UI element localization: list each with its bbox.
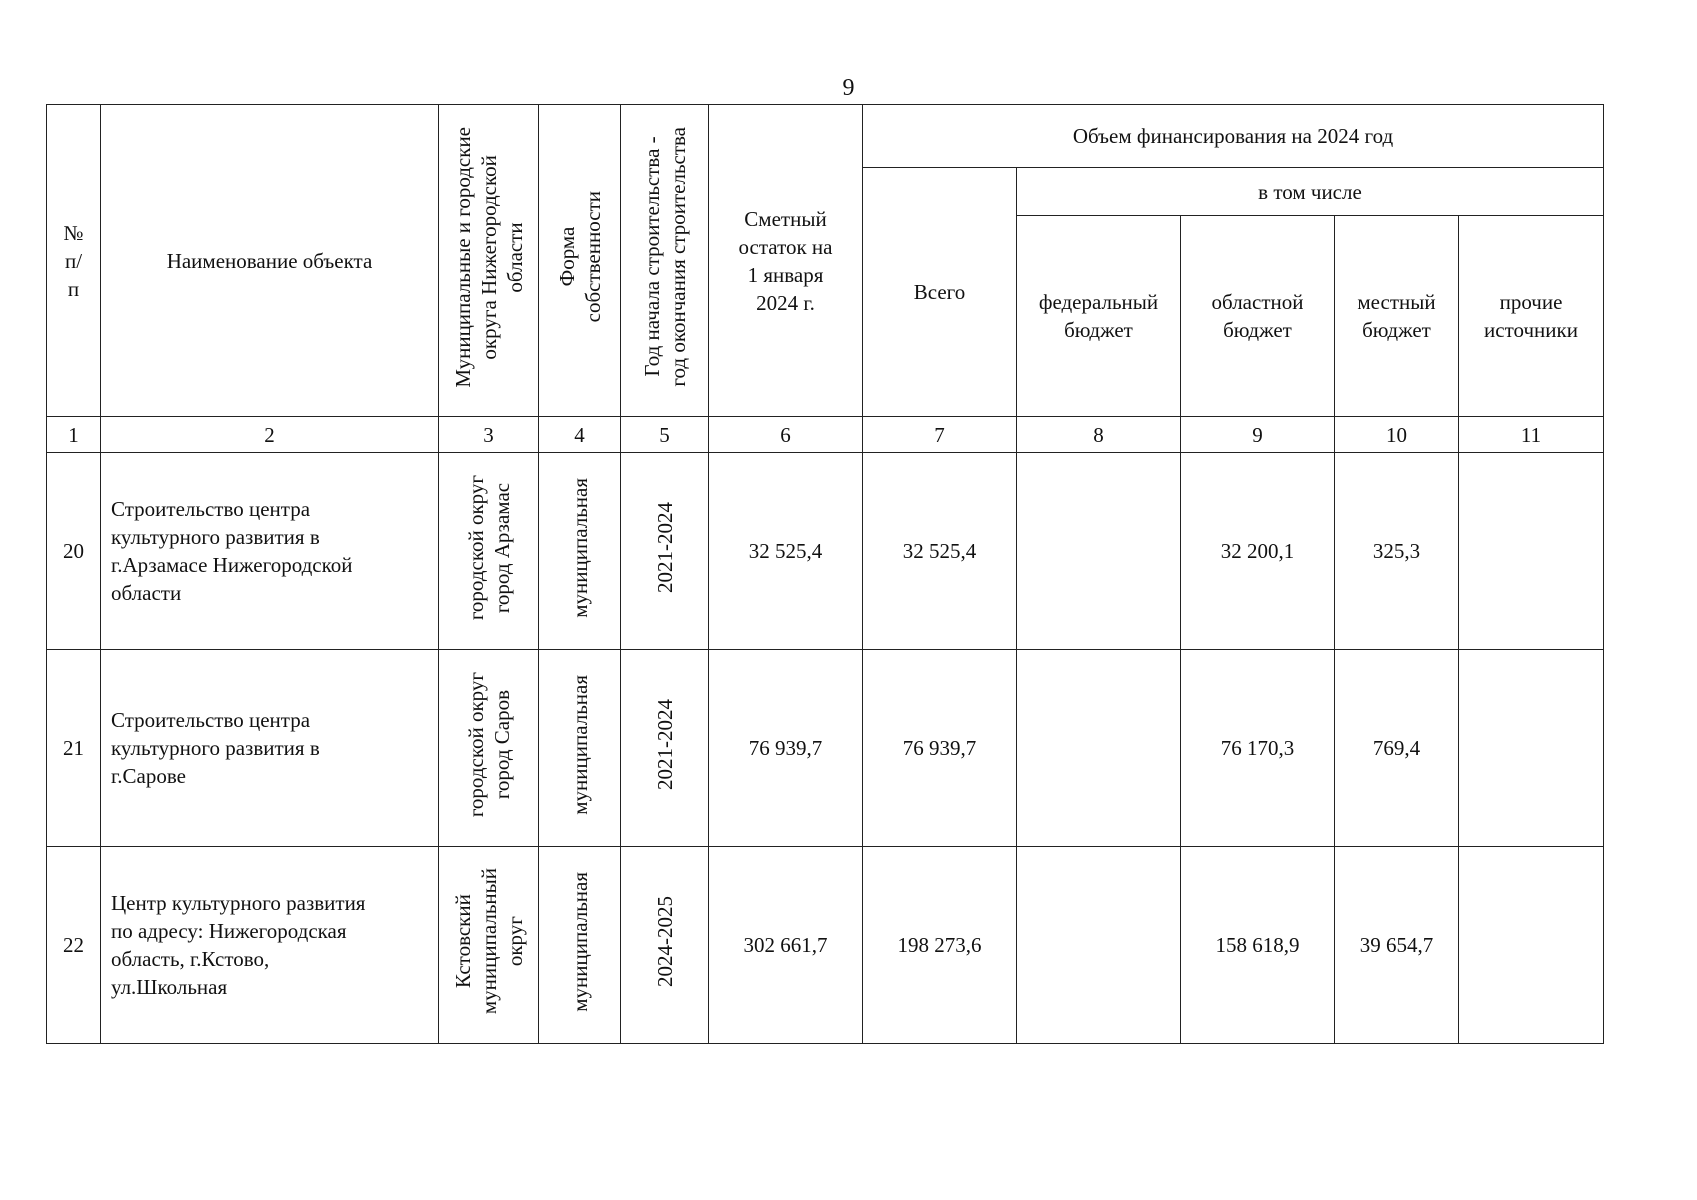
row-regional: 32 200,1 xyxy=(1181,453,1335,650)
header-balance: Сметный остаток на 1 января 2024 г. xyxy=(709,105,863,417)
header-years: Год начала строительства - год окончания строительства xyxy=(621,105,709,417)
row-ownership: муниципальная xyxy=(539,847,621,1044)
row-years: 2024-2025 xyxy=(621,847,709,1044)
column-number-row xyxy=(47,417,1604,453)
row-municipality: городской округ город Саров xyxy=(439,650,539,847)
header-financing: Объем финансирования на 2024 год xyxy=(863,105,1604,168)
row-total: 32 525,4 xyxy=(863,453,1017,650)
row-federal xyxy=(1017,650,1181,847)
row-ownership: муниципальная xyxy=(539,650,621,847)
row-other xyxy=(1459,847,1604,1044)
row-total: 198 273,6 xyxy=(863,847,1017,1044)
column-number: 11 xyxy=(1459,417,1604,453)
row-balance: 76 939,7 xyxy=(709,650,863,847)
row-years: 2021-2024 xyxy=(621,650,709,847)
row-federal xyxy=(1017,453,1181,650)
page-number: 9 xyxy=(842,75,855,101)
row-regional: 158 618,9 xyxy=(1181,847,1335,1044)
row-other xyxy=(1459,650,1604,847)
row-name: Строительство центра культурного развития в г.Сарове xyxy=(101,650,439,847)
row-regional: 76 170,3 xyxy=(1181,650,1335,847)
table-row xyxy=(47,650,1604,847)
header-ownership: Форма собственности xyxy=(539,105,621,417)
header-num: № п/ п xyxy=(47,105,101,417)
column-number: 2 xyxy=(101,417,439,453)
row-other xyxy=(1459,453,1604,650)
table-row xyxy=(47,847,1604,1044)
column-number: 4 xyxy=(539,417,621,453)
row-municipality: городской округ город Арзамас xyxy=(439,453,539,650)
column-number: 8 xyxy=(1017,417,1181,453)
row-num: 22 xyxy=(47,847,101,1044)
row-balance: 32 525,4 xyxy=(709,453,863,650)
header-regional: областной бюджет xyxy=(1181,216,1335,417)
header-including: в том числе xyxy=(1017,168,1604,216)
header-name: Наименование объекта xyxy=(101,105,439,417)
row-name: Центр культурного развития по адресу: Нижегородская область, г.Кстово, ул.Школьная xyxy=(101,847,439,1044)
row-local: 769,4 xyxy=(1335,650,1459,847)
row-years: 2021-2024 xyxy=(621,453,709,650)
row-total: 76 939,7 xyxy=(863,650,1017,847)
row-municipality: Кстовский муниципальный округ xyxy=(439,847,539,1044)
column-number: 1 xyxy=(47,417,101,453)
row-name: Строительство центра культурного развития в г.Арзамасе Нижегородской области xyxy=(101,453,439,650)
header-municipality: Муниципальные и городские округа Нижегородской области xyxy=(439,105,539,417)
row-num: 20 xyxy=(47,453,101,650)
column-number: 6 xyxy=(709,417,863,453)
header-total: Всего xyxy=(863,168,1017,417)
row-federal xyxy=(1017,847,1181,1044)
header-federal: федеральный бюджет xyxy=(1017,216,1181,417)
header-local: местный бюджет xyxy=(1335,216,1459,417)
table-row xyxy=(47,453,1604,650)
row-num: 21 xyxy=(47,650,101,847)
column-number: 3 xyxy=(439,417,539,453)
financing-table xyxy=(46,104,1604,1044)
row-local: 325,3 xyxy=(1335,453,1459,650)
row-local: 39 654,7 xyxy=(1335,847,1459,1044)
column-number: 5 xyxy=(621,417,709,453)
column-number: 9 xyxy=(1181,417,1335,453)
row-balance: 302 661,7 xyxy=(709,847,863,1044)
row-ownership: муниципальная xyxy=(539,453,621,650)
header-other: прочие источники xyxy=(1459,216,1604,417)
column-number: 7 xyxy=(863,417,1017,453)
column-number: 10 xyxy=(1335,417,1459,453)
header-row-1 xyxy=(47,105,1604,168)
